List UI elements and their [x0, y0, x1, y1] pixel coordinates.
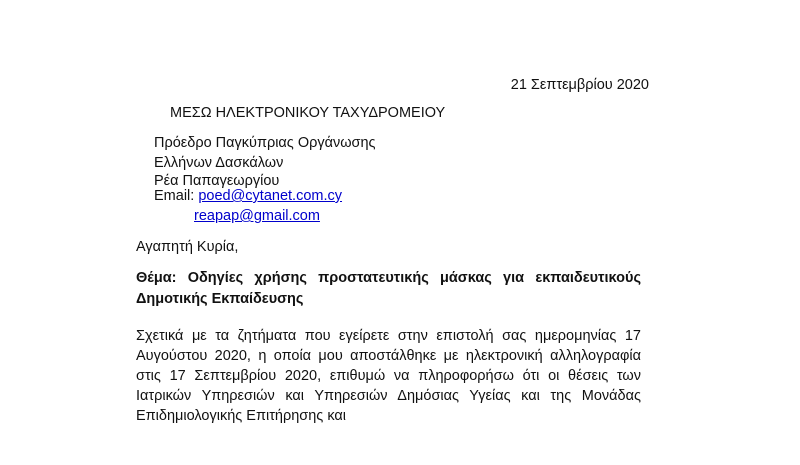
letter-subject: Θέμα: Οδηγίες χρήσης προστατευτικής μάσκας για εκπαιδευτικούς Δημοτικής Εκπαίδευσης [136, 270, 641, 307]
recipient-line-2: Ελλήνων Δασκάλων [154, 155, 284, 171]
greeting: Αγαπητή Κυρία, [136, 239, 239, 255]
email-link-1[interactable]: poed@cytanet.com.cy [198, 188, 343, 204]
letter-date: 21 Σεπτεμβρίου 2020 [510, 77, 649, 93]
recipient-email-row-2 [194, 207, 320, 227]
email-link-2[interactable]: reapap@gmail.com [194, 208, 320, 224]
email-label: Email: [154, 188, 195, 204]
recipient-line-3: Ρέα Παπαγεωργίου [154, 173, 280, 189]
letter-body: Σχετικά με τα ζητήματα που εγείρετε στην επιστολή σας ημερομηνίας 17 Αυγούστου 2020, η οποία μου αποστάλθηκε με ηλεκτρονική αλληλογραφία στις 17 Σεπτεμβρίου 2020, επιθυμώ να πληροφορήσω ότι οι θέσεις των Ιατρικών Υπηρεσιών και Υπηρεσιών Δημόσιας Υγείας και της Μονάδας Επιδημιολογικής Επιτήρησης και [136, 328, 641, 424]
recipient-email-row [154, 187, 342, 207]
recipient-line-1: Πρόεδρο Παγκύπριας Οργάνωσης [154, 135, 376, 151]
transmission-method: ΜΕΣΩ ΗΛΕΚΤΡΟΝΙΚΟΥ ΤΑΧΥΔΡΟΜΕΙΟΥ [170, 105, 446, 121]
